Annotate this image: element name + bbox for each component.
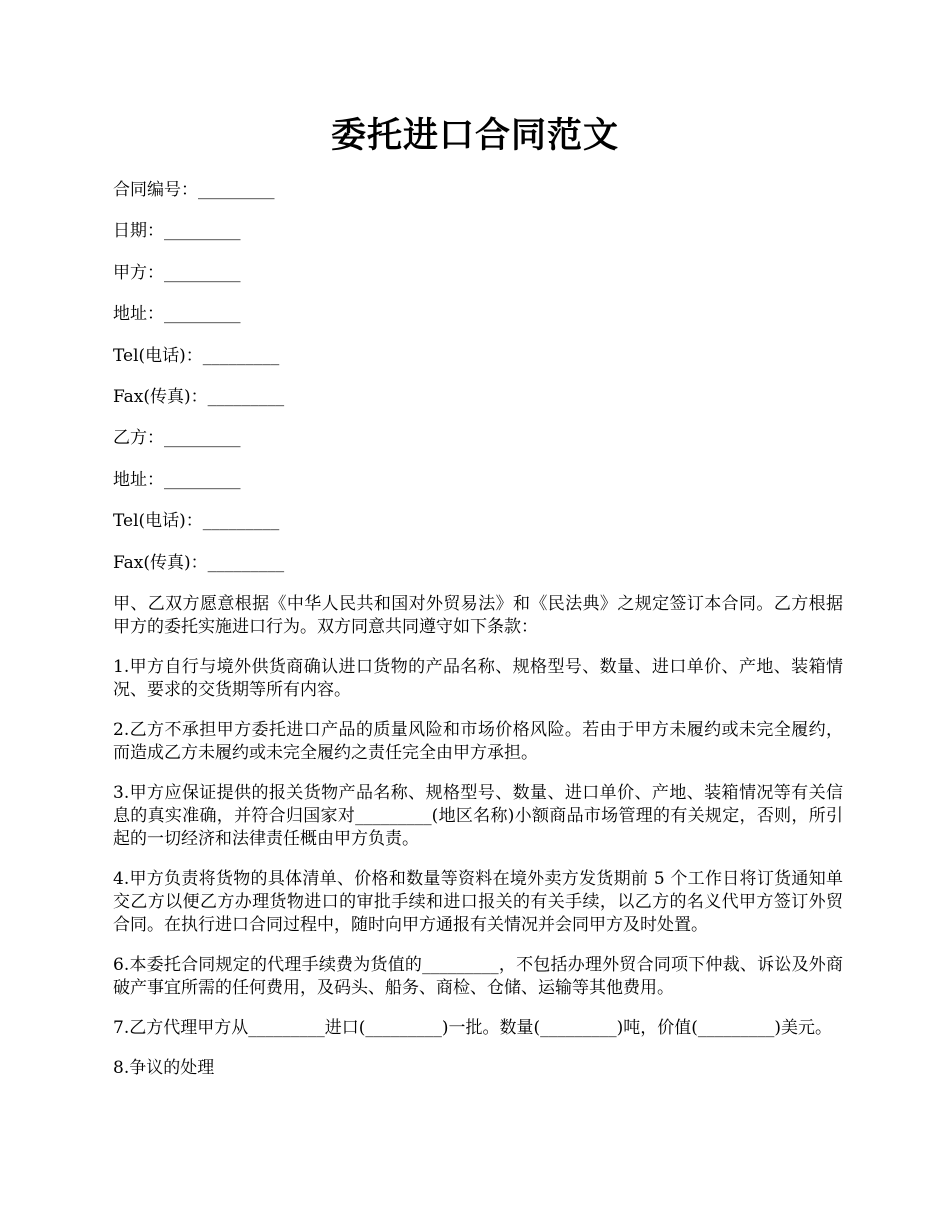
- clause-6-paragraph: 6.本委托合同规定的代理手续费为货值的_________，不包括办理外贸合同项下仲裁、诉讼及外商破产事宜所需的任何费用，及码头、船务、商检、仓储、运输等其他费用。: [113, 955, 843, 998]
- party-b-tel-field: Tel(电话)：_________: [113, 511, 280, 532]
- party-a-field: 甲方：_________: [113, 262, 241, 283]
- party-a-tel-field: Tel(电话)：_________: [113, 345, 280, 366]
- party-a-address-field: 地址：_________: [113, 304, 241, 325]
- preamble-paragraph: 甲、乙双方愿意根据《中华人民共和国对外贸易法》和《民法典》之规定签订本合同。乙方根据甲方的委托实施进口行为。双方同意共同遵守如下条款：: [113, 594, 843, 637]
- clause-4-paragraph: 4.甲方负责将货物的具体清单、价格和数量等资料在境外卖方发货期前 5 个工作日将订货通知单交乙方以便乙方办理货物进口的审批手续和进口报关的有关手续，以乙方的名义代甲方签订外贸合同。在执行进口合同过程中，随时向甲方通报有关情况并会同甲方及时处置。: [113, 869, 843, 935]
- party-b-field: 乙方：_________: [113, 428, 241, 449]
- party-b-address-field: 地址：_________: [113, 469, 241, 490]
- contract-number-field: 合同编号：_________: [113, 180, 275, 200]
- party-b-fax-field: Fax(传真)：_________: [113, 552, 285, 573]
- clause-2-paragraph: 2.乙方不承担甲方委托进口产品的质量风险和市场价格风险。若由于甲方未履约或未完全履约，而造成乙方未履约或未完全履约之责任完全由甲方承担。: [113, 720, 843, 763]
- clause-3-paragraph: 3.甲方应保证提供的报关货物产品名称、规格型号、数量、进口单价、产地、装箱情况等有关信息的真实准确，并符合归国家对_________(地区名称)小额商品市场管理的有关规定，否则，所引起的一切经济和法律责任概由甲方负责。: [113, 783, 843, 849]
- date-field: 日期：_________: [113, 221, 241, 242]
- clause-7-paragraph: 7.乙方代理甲方从_________进口(_________)一批。数量(_________)吨，价值(_________)美元。: [113, 1018, 833, 1038]
- contract-body: [113, 593, 843, 1097]
- clause-1-paragraph: 1.甲方自行与境外供货商确认进口货物的产品名称、规格型号、数量、进口单价、产地、装箱情况、要求的交货期等所有内容。: [113, 657, 843, 700]
- document-title: 委托进口合同范文: [330, 115, 619, 156]
- clause-8-heading: 8.争议的处理: [113, 1058, 215, 1078]
- contract-header-fields: [113, 178, 843, 592]
- party-a-fax-field: Fax(传真)：_________: [113, 386, 285, 407]
